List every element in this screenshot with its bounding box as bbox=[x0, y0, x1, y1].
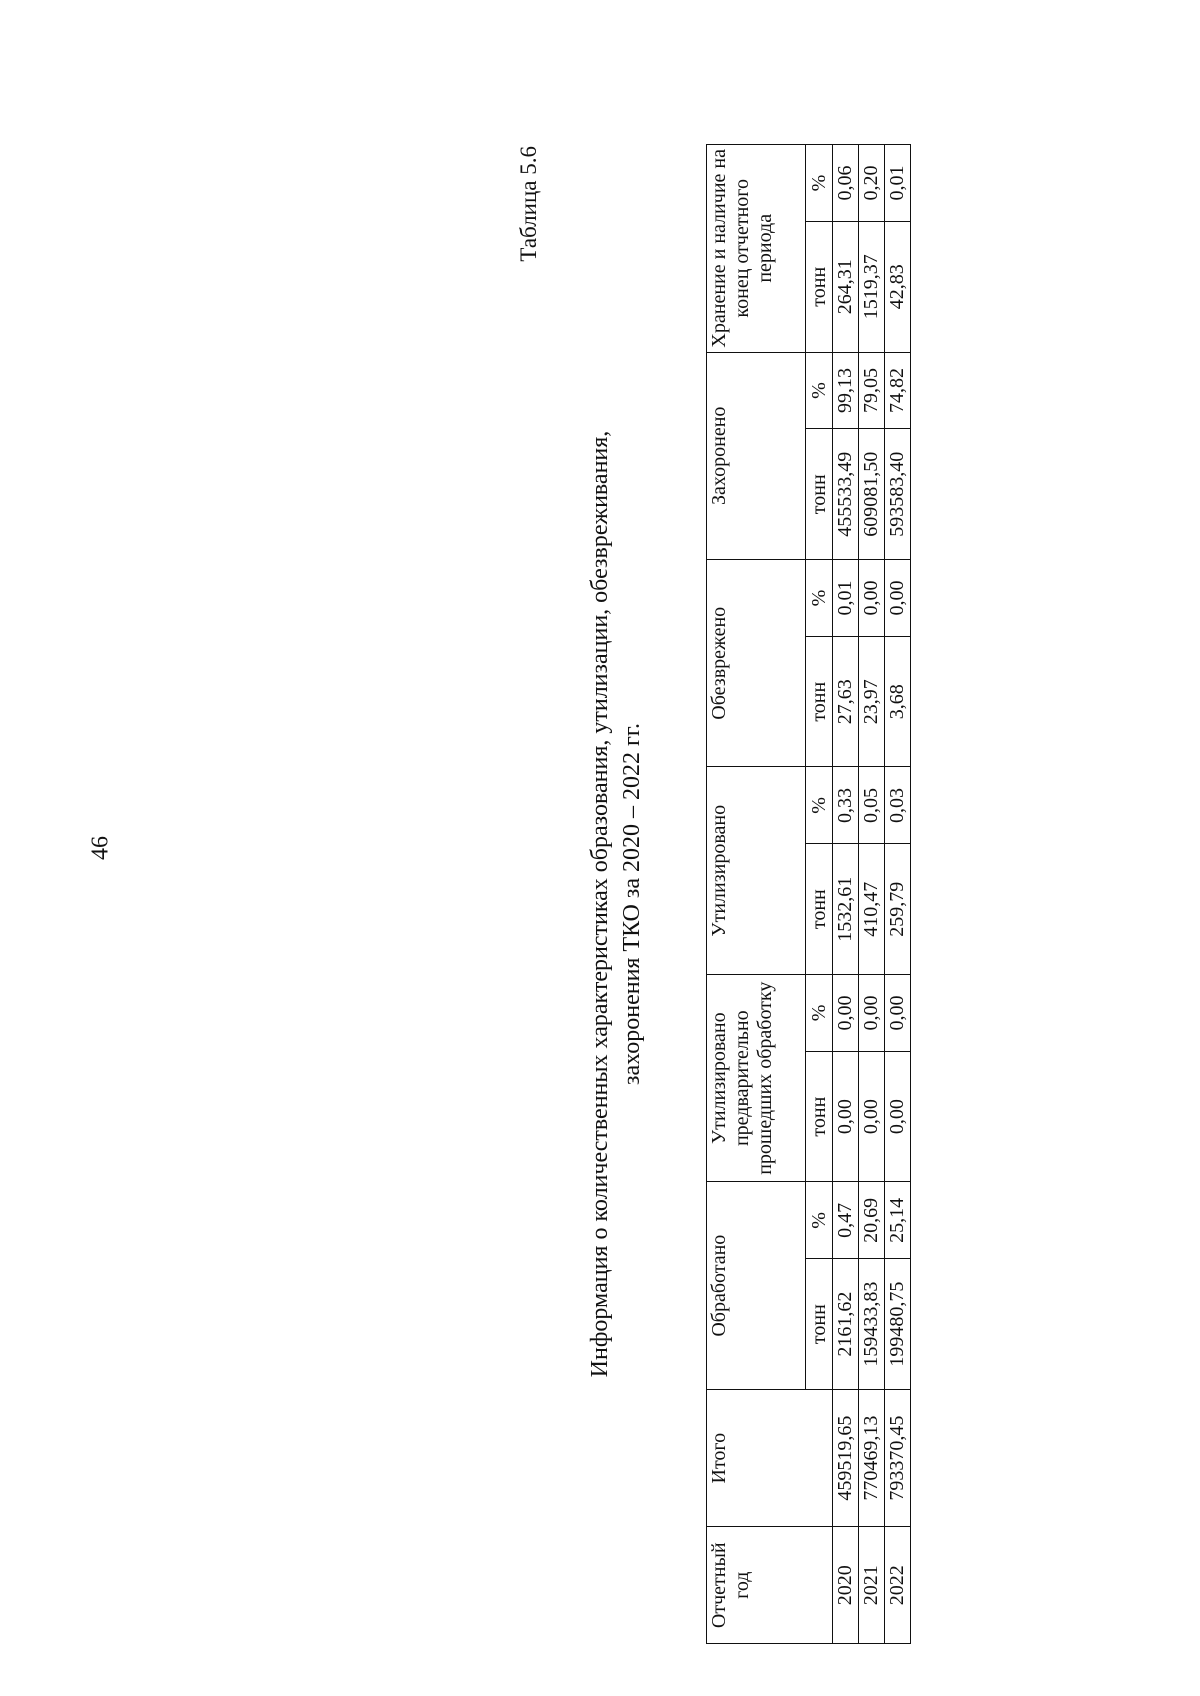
cell-neutralized-tons: 23,97 bbox=[859, 636, 885, 767]
cell-utilized-percent: 0,33 bbox=[833, 767, 859, 844]
cell-processed-percent: 0,47 bbox=[833, 1182, 859, 1259]
cell-year: 2021 bbox=[859, 1527, 885, 1644]
cell-neutralized-percent: 0,00 bbox=[885, 560, 911, 637]
header-utilized-pretreated: Утилизировано предварительно прошедших обработку bbox=[707, 974, 806, 1181]
unit-tons: тонн bbox=[806, 844, 833, 975]
cell-stored-tons: 264,31 bbox=[833, 222, 859, 353]
unit-percent: % bbox=[806, 767, 833, 844]
header-stored: Хранение и наличие на конец отчетного периода bbox=[707, 145, 806, 353]
unit-percent: % bbox=[806, 352, 833, 429]
table-label: Таблица 5.6 bbox=[516, 146, 541, 262]
cell-buried-percent: 74,82 bbox=[885, 352, 911, 429]
cell-utilized-pre-percent: 0,00 bbox=[833, 974, 859, 1051]
cell-buried-percent: 99,13 bbox=[833, 352, 859, 429]
cell-year: 2022 bbox=[885, 1527, 911, 1644]
cell-utilized-pre-tons: 0,00 bbox=[885, 1051, 911, 1182]
table-row bbox=[885, 145, 911, 1644]
unit-tons: тонн bbox=[806, 1259, 833, 1390]
data-table bbox=[706, 144, 911, 1644]
cell-utilized-tons: 259,79 bbox=[885, 844, 911, 975]
cell-total: 459519,65 bbox=[833, 1389, 859, 1527]
header-buried: Захоронено bbox=[707, 352, 806, 559]
cell-processed-tons: 2161,62 bbox=[833, 1259, 859, 1390]
unit-tons: тонн bbox=[806, 1051, 833, 1182]
table-row bbox=[833, 145, 859, 1644]
rotated-content bbox=[506, 124, 1106, 1684]
cell-buried-tons: 609081,50 bbox=[859, 429, 885, 560]
header-neutralized: Обезврежено bbox=[707, 560, 806, 767]
header-row-groups bbox=[707, 145, 806, 1644]
cell-neutralized-percent: 0,00 bbox=[859, 560, 885, 637]
cell-total: 770469,13 bbox=[859, 1389, 885, 1527]
cell-utilized-pre-percent: 0,00 bbox=[885, 974, 911, 1051]
title-line-1: Информация о количественных характеристиках образования, утилизации, обезвреживания, bbox=[587, 430, 613, 1378]
cell-neutralized-tons: 27,63 bbox=[833, 636, 859, 767]
unit-tons: тонн bbox=[806, 222, 833, 353]
header-total: Итого bbox=[707, 1389, 833, 1527]
header-utilized: Утилизировано bbox=[707, 767, 806, 974]
cell-buried-percent: 79,05 bbox=[859, 352, 885, 429]
cell-neutralized-tons: 3,68 bbox=[885, 636, 911, 767]
page-number: 46 bbox=[87, 836, 114, 860]
cell-processed-percent: 25,14 bbox=[885, 1182, 911, 1259]
title-line-2: захоронения ТКО за 2020 – 2022 гг. bbox=[619, 723, 645, 1085]
cell-buried-tons: 593583,40 bbox=[885, 429, 911, 560]
cell-utilized-percent: 0,05 bbox=[859, 767, 885, 844]
cell-utilized-pre-tons: 0,00 bbox=[859, 1051, 885, 1182]
cell-processed-tons: 199480,75 bbox=[885, 1259, 911, 1390]
unit-percent: % bbox=[806, 560, 833, 637]
header-year: Отчетный год bbox=[707, 1527, 833, 1644]
unit-percent: % bbox=[806, 1182, 833, 1259]
cell-stored-percent: 0,20 bbox=[859, 145, 885, 222]
unit-percent: % bbox=[806, 974, 833, 1051]
cell-utilized-tons: 1532,61 bbox=[833, 844, 859, 975]
header-processed: Обработано bbox=[707, 1182, 806, 1389]
cell-stored-percent: 0,01 bbox=[885, 145, 911, 222]
cell-utilized-pre-percent: 0,00 bbox=[859, 974, 885, 1051]
cell-stored-percent: 0,06 bbox=[833, 145, 859, 222]
cell-year: 2020 bbox=[833, 1527, 859, 1644]
cell-utilized-pre-tons: 0,00 bbox=[833, 1051, 859, 1182]
cell-stored-tons: 42,83 bbox=[885, 222, 911, 353]
unit-tons: тонн bbox=[806, 429, 833, 560]
table-row bbox=[859, 145, 885, 1644]
cell-buried-tons: 455533,49 bbox=[833, 429, 859, 560]
cell-utilized-tons: 410,47 bbox=[859, 844, 885, 975]
cell-utilized-percent: 0,03 bbox=[885, 767, 911, 844]
cell-total: 793370,45 bbox=[885, 1389, 911, 1527]
cell-stored-tons: 1519,37 bbox=[859, 222, 885, 353]
unit-percent: % bbox=[806, 145, 833, 222]
unit-tons: тонн bbox=[806, 636, 833, 767]
cell-processed-tons: 159433,83 bbox=[859, 1259, 885, 1390]
page-title bbox=[584, 124, 648, 1684]
cell-processed-percent: 20,69 bbox=[859, 1182, 885, 1259]
cell-neutralized-percent: 0,01 bbox=[833, 560, 859, 637]
